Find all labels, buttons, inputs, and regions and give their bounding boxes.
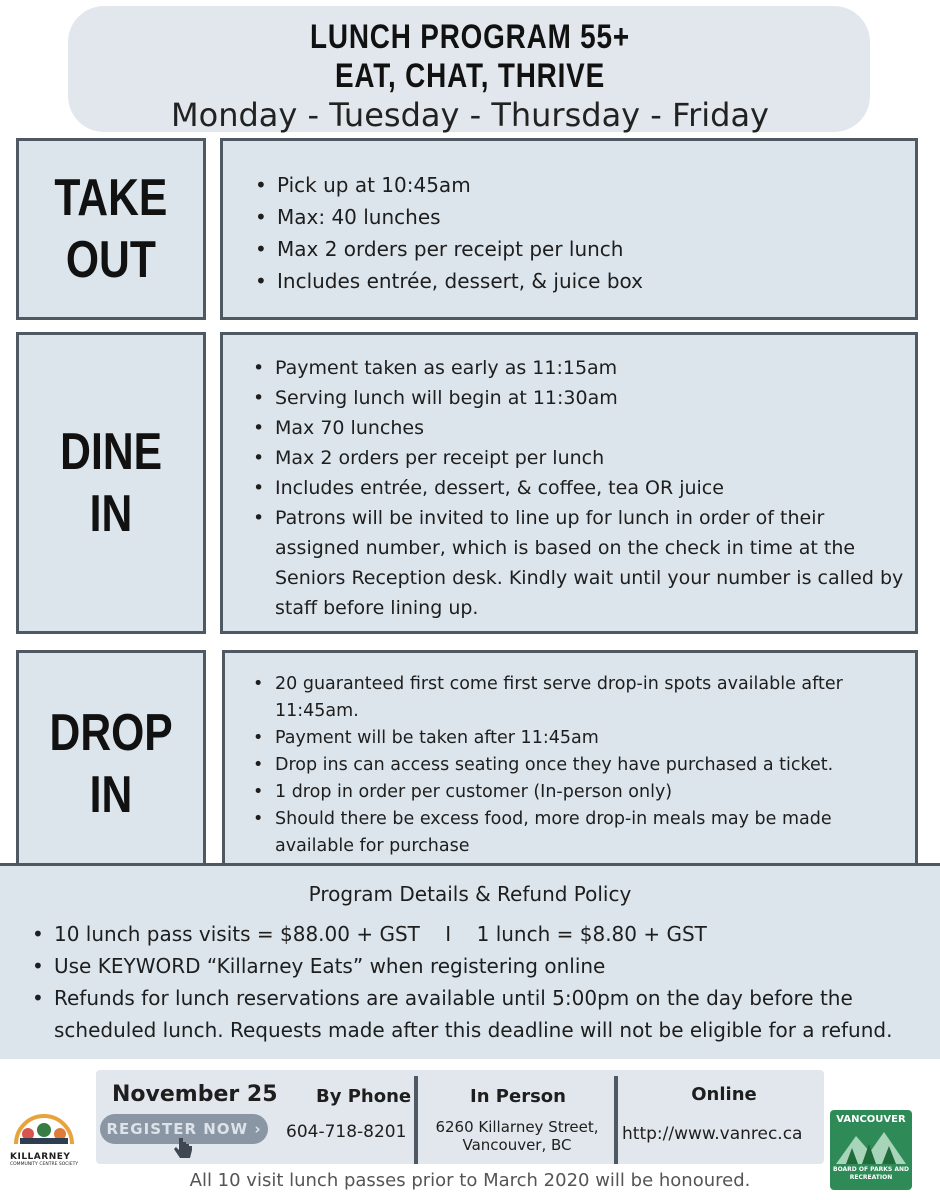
list-item: • Max 2 orders per receipt per lunch <box>251 233 901 265</box>
killarney-logo <box>10 1108 78 1168</box>
killarney-logo-art <box>10 1108 78 1148</box>
dropin-list <box>249 671 909 860</box>
list-item: • 20 guaranteed first come first serve drop-in spots available after 11:45am. <box>249 671 909 725</box>
policy-title: Program Details & Refund Policy <box>308 882 632 906</box>
divider <box>614 1076 618 1164</box>
phone-number: 604-718-8201 <box>286 1122 407 1142</box>
divider <box>414 1076 418 1164</box>
address-line2: Vancouver, BC <box>462 1136 572 1154</box>
policy-list <box>28 918 928 1046</box>
dinein-label-line2: IN <box>89 485 133 543</box>
list-item: • Max 2 orders per receipt per lunch <box>249 443 909 473</box>
list-item: • Pick up at 10:45am <box>251 169 901 201</box>
pointer-hand-icon <box>172 1136 194 1162</box>
registration-panel <box>96 1070 824 1164</box>
list-item: • Drop ins can access seating once they have purchased a ticket. <box>249 752 909 779</box>
address <box>424 1118 610 1154</box>
page-title: LUNCH PROGRAM 55+ <box>310 18 630 56</box>
list-item: • Includes entrée, dessert, & coffee, tea OR juice <box>249 473 909 503</box>
list-item: • Use KEYWORD “Killarney Eats” when registering online <box>28 950 928 982</box>
list-item: • Serving lunch will begin at 11:30am <box>249 383 909 413</box>
dropin-label-line1: DROP <box>49 704 173 762</box>
logo-left-text2: COMMUNITY CENTRE SOCIETY <box>10 1162 79 1167</box>
registration-date: November 25 <box>112 1082 278 1107</box>
dropin-label-box <box>16 650 206 878</box>
website-link[interactable]: http://www.vanrec.ca <box>622 1124 803 1144</box>
takeout-details-box <box>220 138 918 320</box>
list-item: • Payment taken as early as 11:15am <box>249 353 909 383</box>
logo-right-text1: VANCOUVER <box>836 1114 906 1125</box>
dinein-details-box <box>220 332 918 634</box>
dinein-list <box>249 353 909 623</box>
dropin-details-box <box>222 650 918 878</box>
logo-right-text2: BOARD OF PARKS AND RECREATION <box>833 1166 909 1181</box>
dinein-label-box <box>16 332 206 634</box>
list-item: • 10 lunch pass visits = $88.00 + GST I 1 lunch = $8.80 + GST <box>28 918 928 950</box>
list-item: • Max: 40 lunches <box>251 201 901 233</box>
list-item: • Payment will be taken after 11:45am <box>249 725 909 752</box>
schedule-days: Monday - Tuesday - Thursday - Friday <box>171 96 769 134</box>
online-heading: Online <box>691 1084 757 1105</box>
list-item: • Max 70 lunches <box>249 413 909 443</box>
takeout-list <box>251 169 901 297</box>
list-item: • Patrons will be invited to line up for lunch in order of their assigned number, which is based on the check in time at the Seniors Reception desk. Kindly wait until your number is called by staff before lining up. <box>249 503 909 623</box>
mountain-tree-icon <box>836 1126 906 1164</box>
takeout-label-line2: OUT <box>65 231 156 289</box>
page-subtitle: EAT, CHAT, THRIVE <box>334 57 606 95</box>
dropin-label-line2: IN <box>89 766 133 824</box>
list-item: • Should there be excess food, more drop-in meals may be made available for purchase <box>249 806 909 860</box>
takeout-label-box <box>16 138 206 320</box>
list-item: • 1 drop in order per customer (In-person only) <box>249 779 909 806</box>
footer-note: All 10 visit lunch passes prior to March 2020 will be honoured. <box>189 1170 751 1191</box>
register-now-button[interactable]: REGISTER NOW › <box>100 1114 268 1144</box>
list-item: • Refunds for lunch reservations are available until 5:00pm on the day before the scheduled lunch. Requests made after this deadline will not be eligible for a refund. <box>28 982 928 1046</box>
takeout-label-line1: TAKE <box>54 169 168 227</box>
phone-heading: By Phone <box>316 1086 412 1107</box>
dinein-label-line1: DINE <box>60 423 162 481</box>
policy-section <box>0 863 940 1059</box>
address-line1: 6260 Killarney Street, <box>435 1118 599 1136</box>
inperson-heading: In Person <box>470 1086 566 1107</box>
logo-left-text1: KILLARNEY <box>10 1152 71 1162</box>
list-item: • Includes entrée, dessert, & juice box <box>251 265 901 297</box>
